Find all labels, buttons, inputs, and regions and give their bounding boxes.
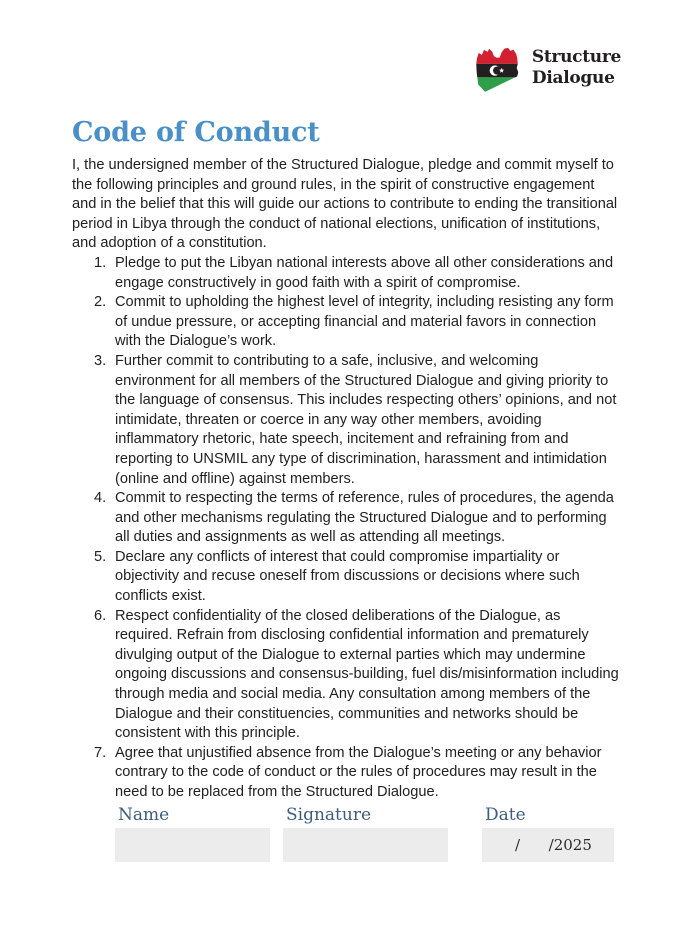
list-item-number: 5.	[94, 548, 107, 565]
libya-flag-map-icon	[472, 44, 524, 92]
list-item-text: Respect confidentiality of the closed deliberations of the Dialogue, as required. Refrain from disclosing confidential information and prematurely divulging output of the Dialogue to external parties which may undermine ongoing discussions and consensus-building, fuel dis/misinformation including through media and social media. Any consultation among members of the Dialogue and their constituencies, communities and networks should be consistent with this principle.	[115, 607, 619, 742]
date-field-group	[482, 805, 614, 862]
list-item-text: Agree that unjustified absence from the Dialogue’s meeting or any behavior contrary to the code of conduct or the rules of procedures may result in the need to be replaced from the Structured Dialogue.	[115, 744, 602, 800]
list-item	[94, 254, 621, 293]
name-input[interactable]	[115, 828, 270, 862]
list-item-number: 1.	[94, 254, 107, 271]
list-item-text: Declare any conflicts of interest that could compromise impartiality or objectivity and recuse oneself from discussions or decisions where such conflicts exist.	[115, 548, 580, 605]
list-item-number: 6.	[94, 607, 107, 624]
list-item	[94, 607, 621, 744]
logo-text	[532, 47, 621, 89]
principles-list	[72, 254, 621, 803]
date-value: / /2025	[515, 835, 592, 854]
signature-form	[72, 805, 621, 862]
list-item	[94, 352, 621, 489]
list-item-text: Pledge to put the Libyan national interests above all other considerations and engage constructively in good faith with a spirit of compromise.	[115, 254, 614, 291]
list-item-number: 7.	[94, 744, 107, 761]
name-field-group	[115, 805, 270, 862]
signature-field-group	[283, 805, 448, 862]
signature-label: Signature	[286, 804, 372, 825]
list-item	[94, 489, 621, 548]
name-label: Name	[118, 804, 170, 825]
date-label: Date	[485, 804, 526, 825]
header	[72, 44, 621, 92]
list-item-text: Commit to upholding the highest level of integrity, including resisting any form of undue pressure, or accepting financial and material favors in connection with the Dialogue’s work.	[115, 294, 614, 350]
list-item	[94, 744, 621, 803]
list-item-text: Further commit to contributing to a safe, inclusive, and welcoming environment for all members of the Structured Dialogue and giving priority to the language of consensus. This includes respecting others’ opinions, and not intimidate, threaten or coerce in any way other members, avoiding inflammatory rhetoric, hate speech, incitement and refraining from and reporting to UNSMIL any type of discrimination, harassment and intimidation (online and offline) against members.	[115, 352, 617, 487]
list-item-number: 3.	[94, 352, 107, 369]
logo	[472, 44, 621, 92]
page-title: Code of Conduct	[72, 117, 320, 148]
list-item	[94, 293, 621, 352]
list-item-number: 4.	[94, 490, 107, 507]
list-item-number: 2.	[94, 294, 107, 311]
logo-text-line1: Structure	[531, 47, 621, 67]
list-item-text: Commit to respecting the terms of reference, rules of procedures, the agenda and other mechanisms regulating the Structured Dialogue and to performing all duties and assignments as well as attending all meetings.	[115, 490, 614, 546]
logo-text-line2: Dialogue	[531, 68, 615, 88]
intro-paragraph: I, the undersigned member of the Structured Dialogue, pledge and commit myself to the following principles and ground rules, in the spirit of constructive engagement and in the belief that this will guide our actions to contribute to ending the transitional period in Libya through the conduct of national elections, unification of institutions, and adoption of a constitution.	[72, 157, 618, 252]
date-input[interactable]	[482, 828, 614, 862]
list-item	[94, 548, 621, 607]
signature-input[interactable]	[283, 828, 448, 862]
